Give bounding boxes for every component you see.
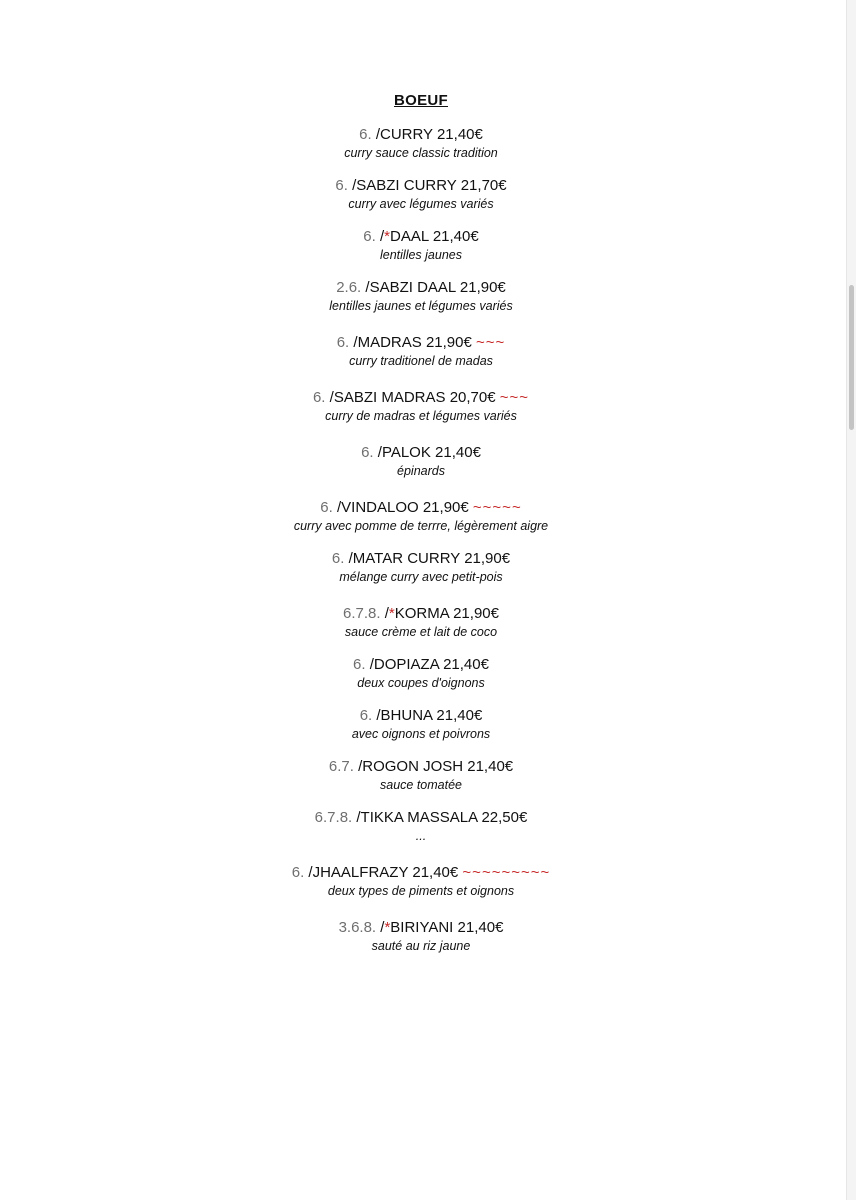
item-line [0, 498, 842, 518]
item-price: 21,40€ [435, 444, 481, 461]
item-name: BHUNA [380, 707, 433, 724]
item-price: 21,40€ [436, 126, 483, 143]
item-slash: / [352, 177, 357, 194]
item-line [0, 808, 842, 828]
item-line [0, 604, 842, 624]
item-code: 6. [320, 499, 333, 516]
item-line [0, 176, 842, 196]
menu-item [0, 227, 842, 264]
item-slash: / [348, 550, 353, 567]
item-name: PALOK [381, 444, 431, 461]
item-slash: / [369, 656, 374, 673]
item-name: ROGON JOSH [362, 758, 464, 775]
item-price: 21,40€ [436, 707, 483, 724]
item-slash: / [365, 279, 370, 296]
menu-item [0, 176, 842, 213]
item-name: SABZI MADRAS [333, 389, 446, 406]
item-price: 20,70€ [449, 389, 496, 406]
spice-level: ~~~~~ [472, 499, 522, 516]
item-price: 21,70€ [460, 177, 507, 194]
item-name: MADRAS [357, 334, 422, 351]
item-code: 3.6.8. [338, 919, 377, 936]
item-code: 6. [359, 707, 373, 724]
menu-item [0, 333, 842, 370]
item-code: 2.6. [336, 279, 362, 296]
item-line [0, 549, 842, 569]
spice-level: ~~~ [476, 334, 506, 351]
menu-item [0, 549, 842, 586]
scrollbar-thumb[interactable] [849, 285, 854, 430]
item-slash: / [329, 389, 334, 406]
item-star: * [388, 605, 395, 622]
item-price: 21,90€ [422, 499, 469, 516]
item-price: 21,90€ [464, 550, 511, 567]
spice-level: ~~~~~~~~~ [462, 864, 551, 881]
item-slash: / [308, 864, 313, 881]
item-slash: / [353, 334, 358, 351]
item-slash: / [384, 605, 389, 622]
item-code: 6. [361, 444, 374, 461]
item-name: TIKKA MASSALA [360, 809, 478, 826]
item-price: 21,40€ [443, 656, 489, 673]
menu-item [0, 863, 842, 900]
item-star: * [384, 919, 391, 936]
item-name: DOPIAZA [373, 656, 439, 673]
item-price: 21,90€ [453, 605, 499, 622]
item-line [0, 706, 842, 726]
spice-level: ~~~ [499, 389, 530, 406]
menu-section [0, 92, 842, 969]
menu-item [0, 388, 842, 425]
item-description: lentilles jaunes et légumes variés [329, 299, 513, 313]
item-description: curry avec pomme de terrre, légèrement aigre [293, 519, 549, 533]
item-line [0, 125, 842, 145]
item-code: 6. [312, 389, 326, 406]
item-line [0, 757, 842, 777]
item-description: deux types de piments et oignons [327, 884, 515, 898]
menu-item [0, 655, 842, 692]
section-title: BOEUF [394, 92, 448, 109]
item-slash: / [376, 707, 381, 724]
menu-item [0, 604, 842, 641]
item-code: 6. [353, 656, 366, 673]
item-price: 21,40€ [467, 758, 514, 775]
item-description: curry traditionel de madas [349, 354, 493, 368]
item-name: MATAR CURRY [352, 550, 461, 567]
item-description: lentilles jaunes [380, 248, 462, 262]
item-description: curry sauce classic tradition [344, 146, 498, 160]
item-name: CURRY [380, 126, 433, 143]
item-description: deux coupes d'oignons [357, 676, 485, 690]
item-line [0, 333, 842, 353]
item-line [0, 278, 842, 298]
menu-item [0, 498, 842, 535]
item-code: 6. [335, 177, 348, 194]
menu-item [0, 918, 842, 955]
item-slash: / [375, 126, 380, 143]
item-line [0, 227, 842, 247]
item-slash: / [356, 809, 361, 826]
item-code: 6. [291, 864, 305, 881]
item-code: 6. [331, 550, 345, 567]
menu-item [0, 125, 842, 162]
item-line [0, 655, 842, 675]
item-code: 6.7.8. [343, 605, 381, 622]
item-price: 21,40€ [432, 228, 479, 245]
menu-item [0, 757, 842, 794]
item-name: DAAL [390, 228, 429, 245]
item-code: 6. [336, 334, 350, 351]
menu-item [0, 278, 842, 315]
item-price: 21,40€ [457, 919, 504, 936]
item-star: * [384, 228, 390, 245]
item-description: sauce crème et lait de coco [344, 625, 498, 639]
item-name: SABZI DAAL [369, 279, 456, 296]
item-price: 22,50€ [481, 809, 528, 826]
item-description: curry avec légumes variés [348, 197, 494, 211]
item-description: épinards [397, 464, 445, 478]
menu-item [0, 808, 842, 845]
item-description: curry de madras et légumes variés [325, 409, 517, 423]
item-description: sauté au riz jaune [371, 939, 471, 953]
item-line [0, 918, 842, 938]
item-name: KORMA [394, 605, 449, 622]
item-price: 21,40€ [412, 864, 459, 881]
item-slash: / [380, 919, 385, 936]
item-code: 6. [363, 228, 376, 245]
item-name: JHAALFRAZY [312, 864, 409, 881]
menu-item [0, 443, 842, 480]
item-price: 21,90€ [425, 334, 472, 351]
item-name: VINDALOO [341, 499, 419, 516]
item-code: 6.7.8. [314, 809, 353, 826]
item-price: 21,90€ [459, 279, 506, 296]
item-description: ... [415, 829, 427, 843]
item-slash: / [336, 499, 342, 516]
item-description: mélange curry avec petit-pois [339, 570, 503, 584]
item-name: BIRIYANI [390, 919, 454, 936]
scrollbar[interactable] [846, 0, 856, 1200]
item-line [0, 863, 842, 883]
item-description: avec oignons et poivrons [351, 727, 491, 741]
item-slash: / [377, 444, 382, 461]
item-slash: / [379, 228, 385, 245]
menu-item [0, 706, 842, 743]
item-name: SABZI CURRY [356, 177, 457, 194]
item-line [0, 388, 842, 408]
item-code: 6.7. [328, 758, 354, 775]
item-description: sauce tomatée [380, 778, 462, 792]
item-code: 6. [359, 126, 372, 143]
item-line [0, 443, 842, 463]
item-slash: / [358, 758, 363, 775]
